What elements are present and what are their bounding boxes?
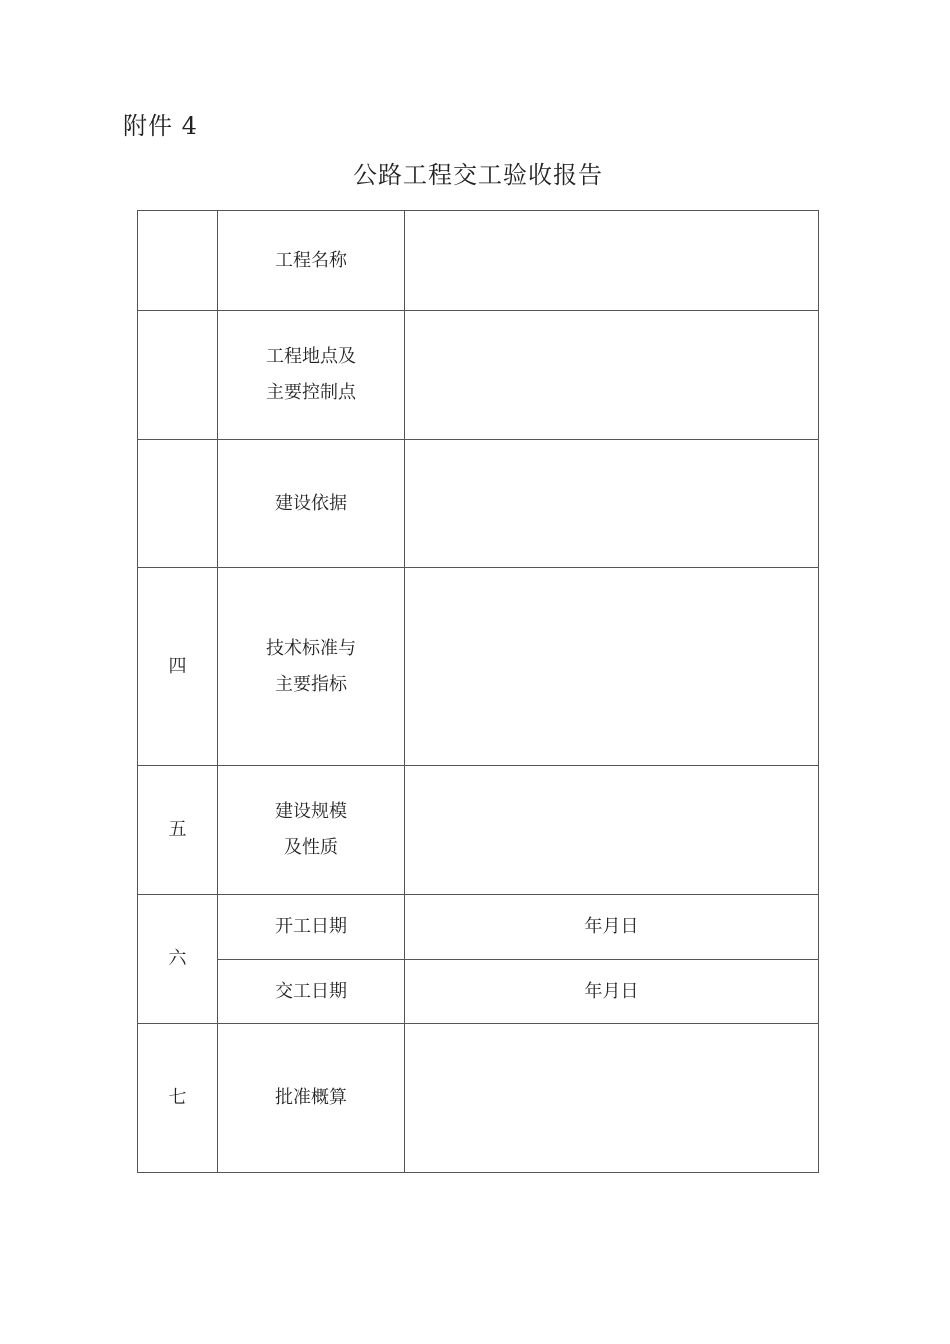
attachment-label: 附件 4 bbox=[123, 112, 198, 140]
row-number bbox=[138, 211, 218, 311]
row-label: 开工日期 bbox=[218, 895, 405, 960]
table-row-project-name bbox=[138, 211, 819, 311]
row-value-date[interactable]: 年月日 bbox=[405, 895, 819, 960]
table-row-construction-basis bbox=[138, 440, 819, 568]
table-row-completion-date bbox=[138, 960, 819, 1024]
row-number: 六 bbox=[138, 895, 218, 1024]
row-label bbox=[218, 1024, 405, 1173]
row-label-line: 建设依据 bbox=[275, 492, 347, 514]
document-title: 公路工程交工验收报告 bbox=[353, 161, 603, 189]
table-row-project-location bbox=[138, 311, 819, 440]
row-label-line: 批准概算 bbox=[275, 1087, 347, 1108]
row-number: 五 bbox=[138, 766, 218, 895]
row-value[interactable] bbox=[405, 211, 819, 311]
row-number: 七 bbox=[138, 1024, 218, 1173]
row-label bbox=[218, 440, 405, 568]
row-number bbox=[138, 440, 218, 568]
row-label-line: 技术标准与 bbox=[266, 637, 356, 659]
row-label bbox=[218, 766, 405, 895]
row-value[interactable] bbox=[405, 568, 819, 766]
row-number bbox=[138, 311, 218, 440]
row-value[interactable] bbox=[405, 766, 819, 895]
row-value[interactable] bbox=[405, 311, 819, 440]
row-value[interactable] bbox=[405, 440, 819, 568]
row-value-date[interactable]: 年月日 bbox=[405, 960, 819, 1024]
row-label bbox=[218, 211, 405, 311]
row-label-line: 建设规模 bbox=[275, 801, 347, 822]
table-row-start-date bbox=[138, 895, 819, 960]
row-label-line: 主要控制点 bbox=[266, 382, 356, 403]
row-label bbox=[218, 311, 405, 440]
table-row-approved-budget bbox=[138, 1024, 819, 1173]
row-label: 交工日期 bbox=[218, 960, 405, 1024]
row-label-line: 主要指标 bbox=[275, 673, 347, 695]
row-label-line: 工程名称 bbox=[275, 249, 347, 271]
acceptance-report-table bbox=[137, 210, 819, 1173]
row-label-line: 工程地点及 bbox=[266, 346, 356, 367]
row-number: 四 bbox=[138, 568, 218, 766]
row-label bbox=[218, 568, 405, 766]
row-label-line: 及性质 bbox=[284, 837, 338, 858]
table-row-technical-standards bbox=[138, 568, 819, 766]
row-value[interactable] bbox=[405, 1024, 819, 1173]
table-row-construction-scale bbox=[138, 766, 819, 895]
